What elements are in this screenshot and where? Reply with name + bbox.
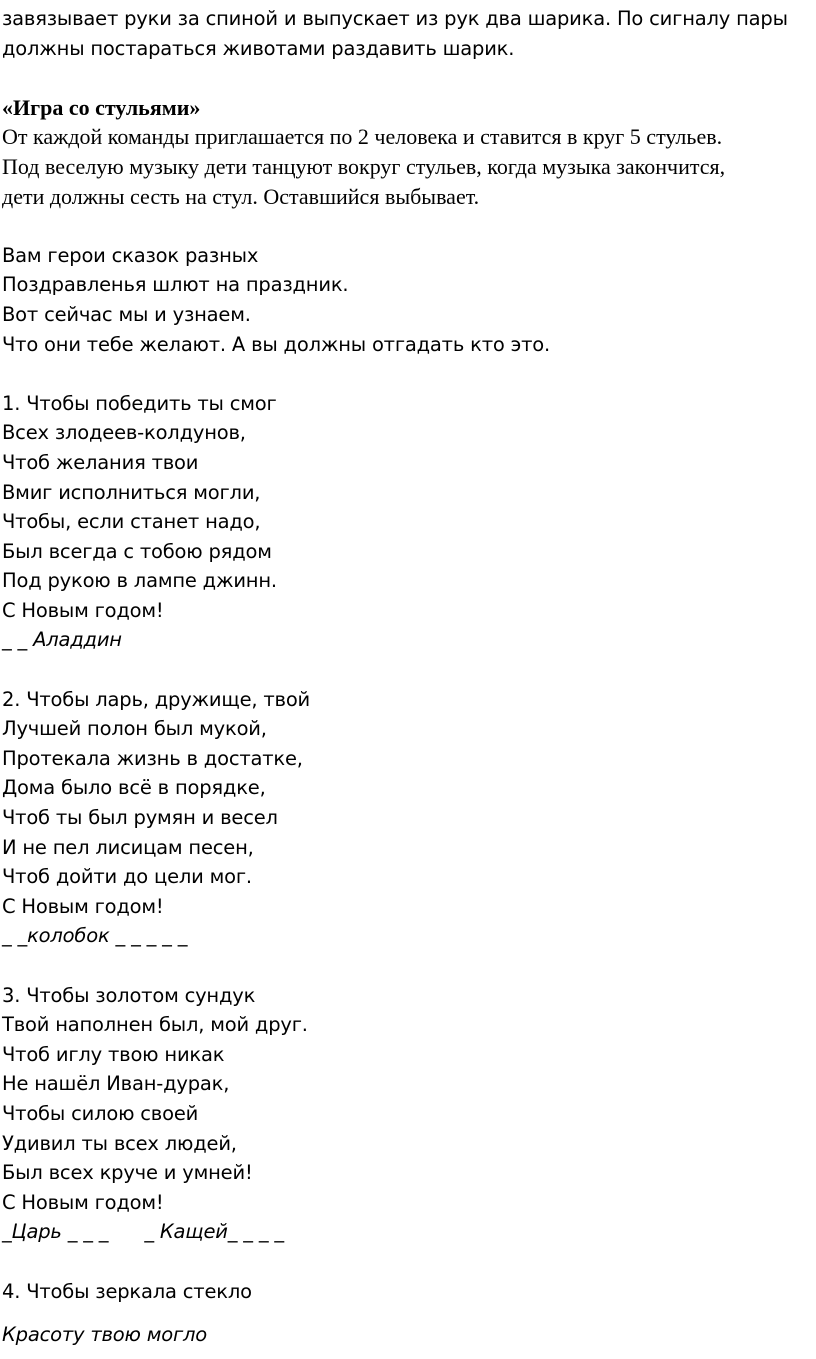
text-line: 3. Чтобы золотом сундук [2, 983, 256, 1007]
game-section [2, 93, 814, 211]
text-line: дети должны сесть на стул. Оставшийся выбывает. [2, 183, 480, 209]
text-line: Твой наполнен был, мой друг. [2, 1013, 308, 1037]
text-line: завязывает руки за спиной и выпускает из рук два шарика. По сигналу пары [2, 7, 788, 30]
riddle-3 [2, 981, 814, 1247]
intro-paragraph [2, 4, 814, 63]
text-line: Вам герои сказок разных [2, 243, 259, 267]
text-line: С Новым годом! [2, 894, 164, 918]
riddle-1 [2, 389, 814, 655]
text-line: С Новым годом! [2, 1190, 164, 1214]
game-title: «Игра со стульями» [2, 94, 201, 120]
text-line: Чтоб желания твои [2, 450, 199, 474]
text-line: От каждой команды приглашается по 2 человека и ставится в круг 5 стульев. [2, 124, 723, 150]
text-line: Был всегда с тобою рядом [2, 539, 272, 563]
riddle-4 [2, 1277, 814, 1350]
riddle-answer [2, 625, 814, 655]
document-page [2, 0, 814, 1350]
greeting-verse [2, 241, 814, 359]
text-line: Дома было всё в порядке, [2, 776, 266, 800]
blank-line [2, 951, 814, 981]
blank-line [2, 359, 814, 389]
blank-line [2, 655, 814, 685]
text-line-italic: Красоту твою могло [2, 1323, 207, 1347]
answer-text: Аладдин [33, 628, 122, 652]
text-line: Что они тебе желают. А вы должны отгадать кто это. [2, 332, 550, 356]
text-line: Под веселую музыку дети танцуют вокруг стульев, когда музыка закончится, [2, 153, 726, 179]
riddle-answer: _ _колобок _ _ _ _ _ [2, 924, 188, 948]
blank-line [2, 63, 814, 93]
text-line: Вот сейчас мы и узнаем. [2, 302, 251, 326]
text-line: Чтобы силою своей [2, 1101, 199, 1125]
answer-blank: _ _ [2, 628, 34, 652]
text-line: Удивил ты всех людей, [2, 1131, 237, 1155]
text-line: Чтобы, если станет надо, [2, 510, 261, 534]
text-line: 1. Чтобы победить ты смог [2, 391, 277, 415]
text-line: Всех злодеев-колдунов, [2, 421, 246, 445]
text-line: Вмиг исполниться могли, [2, 480, 261, 504]
text-line: должны постараться животами раздавить шарик. [2, 36, 515, 60]
text-line: Чтоб ты был румян и весел [2, 806, 278, 830]
text-line: Протекала жизнь в достатке, [2, 746, 303, 770]
text-line: Под рукою в лампе джинн. [2, 569, 277, 593]
text-line: Чтоб дойти до цели мог. [2, 865, 252, 889]
text-line: Был всех круче и умней! [2, 1161, 253, 1185]
text-line: Чтоб иглу твою никак [2, 1042, 225, 1066]
text-line: 4. Чтобы зеркала стекло [2, 1279, 252, 1303]
riddle-2 [2, 685, 814, 951]
blank-line [2, 1247, 814, 1277]
text-line: И не пел лисицам песен, [2, 835, 254, 859]
text-line: Лучшей полон был мукой, [2, 717, 267, 741]
riddle-answer: _Царь _ _ _ _ Кащей_ _ _ _ [2, 1220, 284, 1244]
text-line: Поздравленья шлют на праздник. [2, 273, 349, 297]
text-line: 2. Чтобы ларь, дружище, твой [2, 687, 311, 711]
blank-line [2, 211, 814, 241]
text-line: С Новым годом! [2, 598, 164, 622]
text-line: Не нашёл Иван-дурак, [2, 1072, 230, 1096]
